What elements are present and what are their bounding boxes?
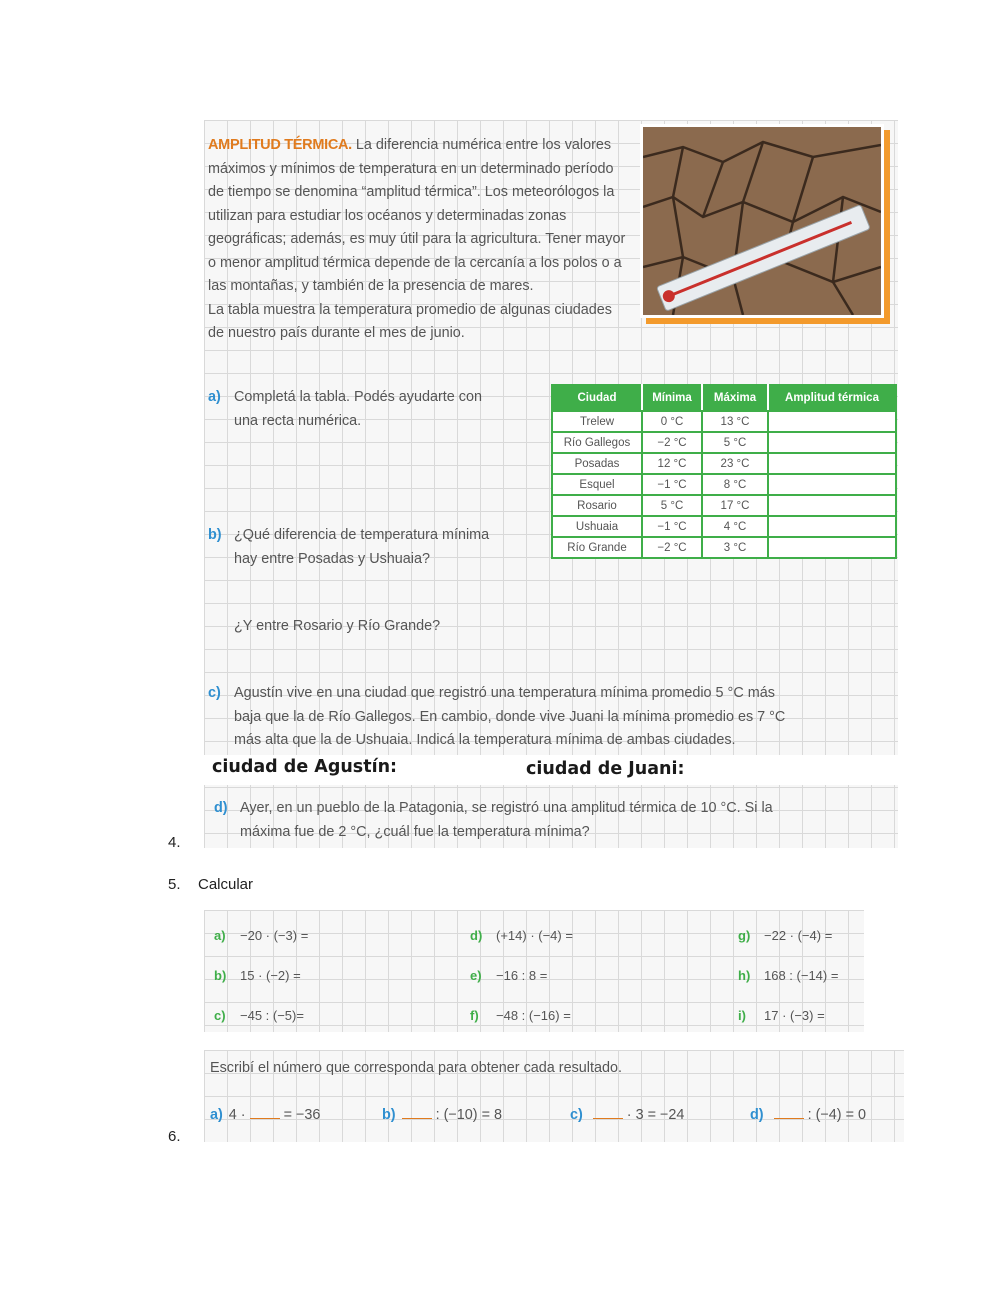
amplitud-input-cell[interactable]	[768, 453, 896, 474]
amplitud-input-cell[interactable]	[768, 495, 896, 516]
cracked-earth-thermometer-image	[643, 127, 881, 315]
calc-item: d) (+14) · (−4) =	[470, 928, 573, 943]
question-a: a) Completá la tabla. Podés ayudarte con una recta numérica.	[208, 389, 482, 429]
header-amplitud: Amplitud térmica	[768, 385, 896, 411]
worksheet-amplitud-termica	[204, 120, 898, 848]
calc-item: e) −16 : 8 =	[470, 968, 548, 983]
table-row: Esquel −1 °C 8 °C	[552, 474, 896, 495]
amplitud-input-cell[interactable]	[768, 411, 896, 432]
thermometer-photo	[640, 124, 884, 318]
calc-item: f) −48 : (−16) =	[470, 1008, 571, 1023]
answer-blank[interactable]	[774, 1106, 804, 1119]
calcular-heading: Calcular	[198, 876, 254, 893]
fill-item-a: a) 4 · = −36	[210, 1107, 321, 1123]
answer-blank[interactable]	[250, 1106, 280, 1119]
answer-label-juani: ciudad de Juani:	[526, 759, 685, 779]
calc-item: c) −45 : (−5)=	[214, 1008, 304, 1023]
intro-text	[208, 134, 626, 346]
table-intro: La tabla muestra la temperatura promedio de algunas ciudades de nuestro país durante el mes de junio.	[208, 301, 612, 341]
section-heading: AMPLITUD TÉRMICA.	[208, 137, 352, 153]
table-row: Trelew 0 °C 13 °C	[552, 411, 896, 432]
list-number-5: 5.	[168, 876, 181, 893]
fill-item-d: d) : (−4) = 0	[750, 1107, 866, 1123]
header-maxima: Máxima	[702, 385, 768, 411]
calc-item: g) −22 · (−4) =	[738, 928, 833, 943]
intro-paragraph: La diferencia numérica entre los valores máximos y mínimos de temperatura en un determinado período de tiempo se denomina “amplitud térmica”. Los meteorólogos la utilizan para estudiar los océanos y determinadas zonas geográficas; además, es muy útil para la agricultura. Tener mayor o menor amplitud térmica depende de la cercanía a los polos o a las montañas, y también de la presencia de mares.	[208, 137, 626, 294]
temperature-table	[551, 384, 897, 559]
fill-instruction: Escribí el número que corresponda para obtener cada resultado.	[210, 1060, 622, 1076]
calc-item: b) 15 · (−2) =	[214, 968, 301, 983]
fill-in-exercises	[204, 1050, 904, 1142]
table-row: Ushuaia −1 °C 4 °C	[552, 516, 896, 537]
answer-label-agustin: ciudad de Agustín:	[212, 757, 398, 777]
question-b: b) ¿Qué diferencia de temperatura mínima hay entre Posadas y Ushuaia?	[208, 527, 490, 567]
question-d: d) Ayer, en un pueblo de la Patagonia, se registró una amplitud térmica de 10 °C. Si la máxima fue de 2 °C, ¿cuál fue la temperatura mínima?	[214, 800, 773, 840]
amplitud-input-cell[interactable]	[768, 537, 896, 558]
list-number-4: 4.	[168, 834, 181, 851]
calc-item: a) −20 · (−3) =	[214, 928, 309, 943]
calculation-exercises	[204, 910, 864, 1032]
calc-item: i) 17 · (−3) =	[738, 1008, 825, 1023]
fill-item-b: b) : (−10) = 8	[382, 1107, 502, 1123]
header-ciudad: Ciudad	[552, 385, 642, 411]
question-b-part2: ¿Y entre Rosario y Río Grande?	[234, 618, 441, 634]
table-row: Rosario 5 °C 17 °C	[552, 495, 896, 516]
amplitud-input-cell[interactable]	[768, 432, 896, 453]
table-row: Río Gallegos −2 °C 5 °C	[552, 432, 896, 453]
calc-item: h) 168 : (−14) =	[738, 968, 839, 983]
table-header-row	[552, 385, 896, 411]
list-number-6: 6.	[168, 1128, 181, 1145]
header-minima: Mínima	[642, 385, 702, 411]
table-row: Posadas 12 °C 23 °C	[552, 453, 896, 474]
answer-blank[interactable]	[593, 1106, 623, 1119]
amplitud-input-cell[interactable]	[768, 516, 896, 537]
fill-item-c: c) · 3 = −24	[570, 1107, 685, 1123]
amplitud-input-cell[interactable]	[768, 474, 896, 495]
table-row: Río Grande −2 °C 3 °C	[552, 537, 896, 558]
question-c: c) Agustín vive en una ciudad que registró una temperatura mínima promedio 5 °C más baja que la de Río Gallegos. En cambio, donde vive Juani la mínima promedio es 7 °C más alta que la de Ushuaia. Indicá la temperatura mínima de ambas ciudades.	[208, 685, 786, 748]
answer-blank[interactable]	[402, 1106, 432, 1119]
